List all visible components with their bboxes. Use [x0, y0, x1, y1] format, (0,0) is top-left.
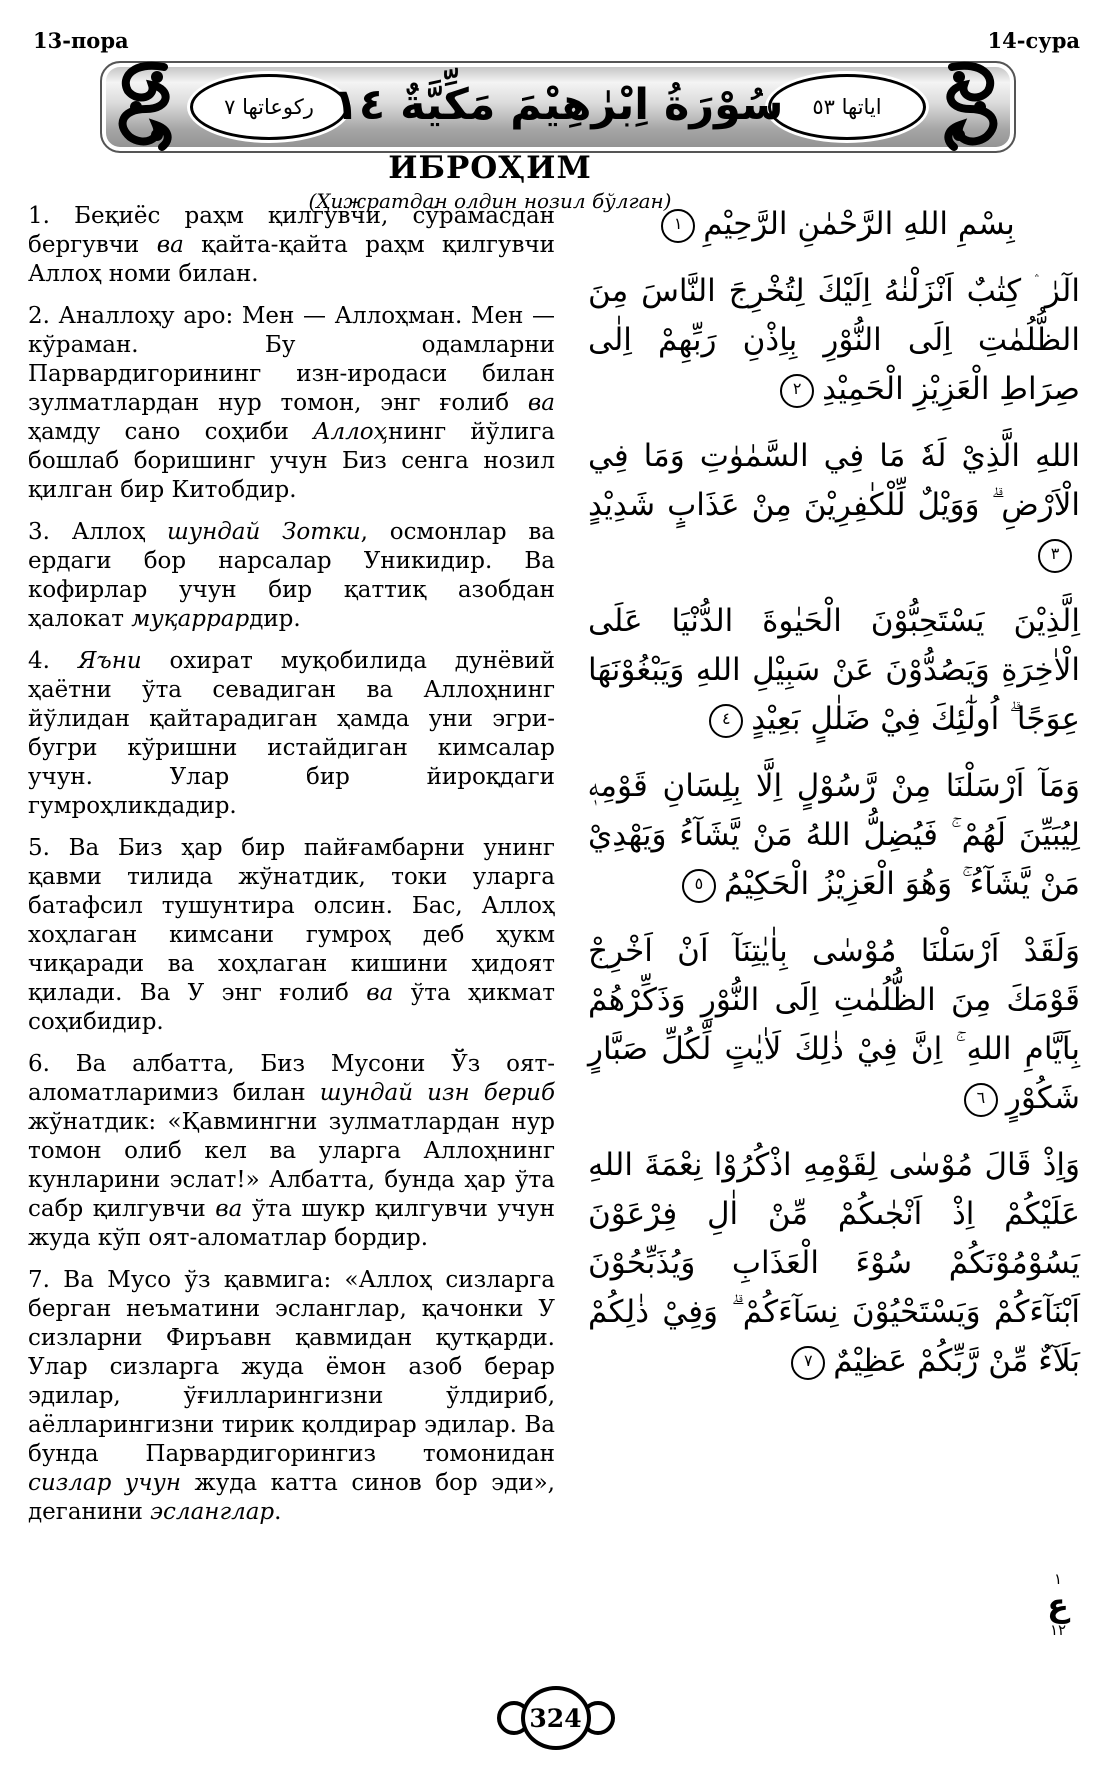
translation-paragraph: 1. Беқиёс раҳм қилгувчи, сўрамасдан бергувчи ва қайта-қайта раҳм қилгувчи Аллоҳ номи билан.	[28, 203, 555, 287]
sura-label: 14-сура	[987, 28, 1080, 53]
ayah-number-marker: ٣	[1038, 539, 1072, 573]
translation-paragraph: 2. Аналлоҳу аро: Мен — Аллоҳман. Мен — кўраман. Бу одамларни Парвардигорининг изн-иродаси билан зулматлардан нур томон, энг ғолиб ва ҳамду сано соҳиби Аллоҳнинг йўлига бошлаб боришинг учун Биз сенга нозил қилган бир Китобдир.	[28, 303, 555, 503]
arabic-column	[588, 200, 1080, 1404]
arabic-verse	[588, 1141, 1080, 1386]
ruku-count-oval: ركوعاتها ٧	[190, 74, 348, 140]
arabic-verse	[588, 927, 1080, 1123]
ayah-number-marker: ٢	[780, 374, 814, 408]
floral-flourish-icon	[938, 59, 1004, 155]
arabic-verse	[588, 267, 1080, 414]
ruku-mark-bottom-number: ١٢	[1049, 1621, 1067, 1639]
ayah-number-marker: ١	[661, 209, 695, 243]
page-number-badge	[497, 1686, 615, 1750]
juz-label: 13-пора	[33, 28, 129, 53]
translation-paragraph: 6. Ва албатта, Биз Мусони Ўз оят-аломатларимиз билан шундай изн бериб жўнатдик: «Қавмингни зулматлардан нур томон олиб кел ва уларга Аллоҳнинг кунларини эслат!» Албатта, бунда ҳар ўта сабр қилгувчи ва ўта шукр қилгувчи учун жуда кўп оят-аломатлар бордир.	[28, 1051, 556, 1251]
arabic-verse	[588, 762, 1080, 909]
arabic-verse-text: اِلَّذِيْنَ يَسْتَحِبُّوْنَ الْحَيٰوةَ الدُّنْيَا عَلَى الْاٰخِرَةِ وَيَصُدُّوْنَ عَنْ سَبِيْلِ اللهِ وَيَبْغُوْنَهَا عِوَجًا ۗ اُولٰٓئِكَ فِيْ ضَلٰلٍ بَعِيْدٍ	[588, 603, 1080, 737]
translation-paragraph: 3. Аллоҳ шундай Зотки, осмонлар ва ердаги бор нарсалар Уникидир. Ва кофирлар учун бир қаттиқ азобдан ҳалокат муқаррардир.	[28, 519, 555, 632]
arabic-verse-text: وَمَآ اَرْسَلْنَا مِنْ رَّسُوْلٍ اِلَّا بِلِسَانِ قَوْمِهٖ لِيُبَيِّنَ لَهُمْ ۚ فَيُضِلُّ اللهُ مَنْ يَّشَآءُ وَيَهْدِيْ مَنْ يَّشَآءُ ۚ وَهُوَ الْعَزِيْزُ الْحَكِيْمُ	[588, 768, 1080, 902]
translation-paragraph: 5. Ва Биз ҳар бир пайғамбарни унинг қавми тилида жўнатдик, токи уларга батафсил тушунтира олсин. Бас, Аллоҳ хоҳлаган кимсани гумроҳ деб ҳукм чиқаради ва хоҳлаган кишини ҳидоят қилади. Ва У энг ғолиб ва ўта ҳикмат соҳибидир.	[28, 835, 556, 1035]
translation-paragraph: 4. Яъни охират муқобилида дунёвий ҳаётни ўта севадиган ва Аллоҳнинг йўлидан қайтарадиган ҳамда уни эгри-бугри кўришни истайдиган кимсалар учун. Улар бир йироқдаги гумроҳликдадир.	[28, 648, 555, 819]
arabic-verse	[588, 432, 1080, 579]
arabic-verse-text: وَاِذْ قَالَ مُوْسٰى لِقَوْمِهِ اذْكُرُوْا نِعْمَةَ اللهِ عَلَيْكُمْ اِذْ اَنْجٰىكُمْ مِّنْ اٰلِ فِرْعَوْنَ يَسُوْمُوْنَكُمْ سُوْءَ الْعَذَابِ وَيُذَبِّحُوْنَ اَبْنَآءَكُمْ وَيَسْتَحْيُوْنَ نِسَآءَكُمْ ۗ وَفِيْ ذٰلِكُمْ بَلَآءٌ مِّنْ رَّبِّكُمْ عَظِيْمٌ	[588, 1147, 1080, 1379]
ayah-number-marker: ٧	[791, 1346, 825, 1380]
translation-column	[28, 202, 555, 1540]
arabic-verse	[588, 200, 1080, 249]
translation-paragraph: 7. Ва Мусо ўз қавмига: «Аллоҳ сизларга берган неъматини эсланглар, қачонки У сизларни Фиръавн қавмидан қутқарди. Улар сизларга жуда ёмон азоб берар эдилар, ўғилларингизни ўлдириб, аёлларингизни тирик қолдирар эдилар. Ва бунда Парвардигорингиз томонидан сизлар учун жуда катта синов бор эди», деганини эсланглар.	[28, 1267, 555, 1525]
arabic-verse-text: الٓرٰ ۛ كِتٰبٌ اَنْزَلْنٰهُ اِلَيْكَ لِتُخْرِجَ النَّاسَ مِنَ الظُّلُمٰتِ اِلَى النُّوْرِ بِاِذْنِ رَبِّهِمْ اِلٰى صِرَاطِ الْعَزِيْزِ الْحَمِيْدِ	[588, 273, 1080, 407]
surah-name-calligraphy: سُوْرَةُ اِبْرٰهِيْمَ مَكِّيَّةٌ ١٤	[332, 80, 784, 130]
ayah-number-marker: ٥	[682, 869, 716, 903]
surah-header-band	[100, 61, 1016, 153]
arabic-verse-text: اللهِ الَّذِيْ لَهٗ مَا فِي السَّمٰوٰتِ وَمَا فِي الْاَرْضِ ۗ وَوَيْلٌ لِّلْكٰفِرِيْنَ مِنْ عَذَابٍ شَدِيْدٍ	[588, 438, 1080, 523]
floral-flourish-icon	[112, 59, 178, 155]
ruku-margin-mark	[1036, 1572, 1080, 1638]
ayah-number-marker: ٦	[964, 1083, 998, 1117]
arabic-verse	[588, 597, 1080, 744]
ayah-number-marker: ٤	[709, 704, 743, 738]
ayah-count-oval: اياتها ٥٣	[768, 74, 926, 140]
arabic-verse-text: وَلَقَدْ اَرْسَلْنَا مُوْسٰى بِاٰيٰتِنَآ اَنْ اَخْرِجْ قَوْمَكَ مِنَ الظُّلُمٰتِ اِلَى النُّوْرِ وَذَكِّرْهُمْ بِاَيَّامِ اللهِ ۚ اِنَّ فِيْ ذٰلِكَ لَاٰيٰتٍ لِّكُلِّ صَبَّارٍ شَكُوْرٍ	[588, 933, 1080, 1116]
arabic-verse-text: بِسْمِ اللهِ الرَّحْمٰنِ الرَّحِيْمِ	[703, 206, 1015, 242]
ruku-ain-letter: ع	[1047, 1586, 1069, 1624]
surah-subtitle: (Ҳижратдан олдин нозил бўлган)	[308, 189, 672, 213]
ruku-mark-top-number: ١	[1053, 1570, 1063, 1588]
page-number: 324	[521, 1686, 591, 1750]
surah-title: ИБРОҲИМ	[388, 150, 592, 186]
